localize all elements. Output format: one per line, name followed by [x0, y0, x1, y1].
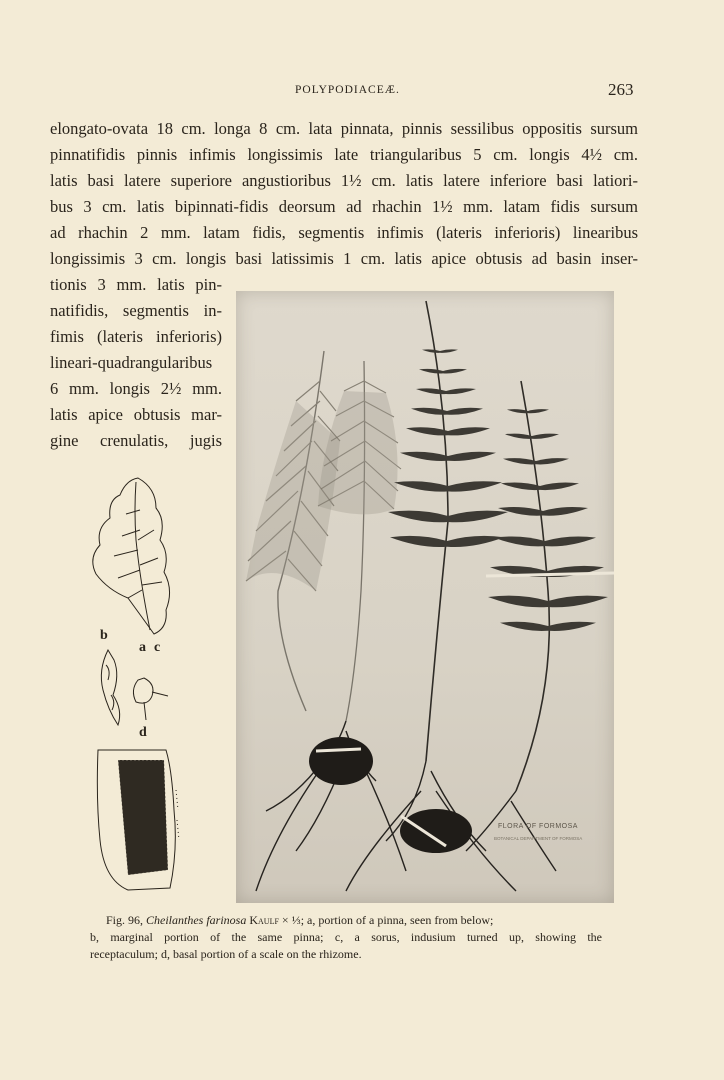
page-number: 263 [608, 80, 634, 99]
body-text [50, 116, 638, 272]
fern-frond-2 [318, 361, 401, 721]
text-line: longissimis 3 cm. longis basi latissimis 1 cm. latis apice obtusis ad basin inser- [50, 249, 638, 268]
caption-line: receptaculum; d, basal portion of a scale on the rhizome. [90, 947, 362, 961]
specimen-photo-plate [236, 291, 614, 903]
caption-line: b, marginal portion of the same pinna; c, a sorus, indusium turned up, showing the [90, 930, 602, 944]
species-author: Kaulf [249, 913, 279, 927]
text-line: ad rhachin 2 mm. latam fidis, segmentis infimis (lateris inferioris) linearibus [50, 223, 638, 242]
sorus-drawing [101, 650, 168, 725]
detail-label-d: d [139, 725, 147, 740]
plate-sublabel: BOTANICAL DEPARTMENT OF FORMOSA [494, 836, 583, 841]
fern-frond-4 [486, 381, 614, 791]
text-line: lineari-quadrangularibus [50, 353, 213, 372]
fern-frond-3 [388, 301, 508, 761]
text-line: natifidis, segmentis in- [50, 301, 222, 320]
detail-label-b: b [100, 628, 108, 643]
detail-line-drawings [78, 470, 188, 900]
detail-drawings [78, 470, 188, 900]
running-head: POLYPODIACEÆ. [295, 84, 400, 96]
figure-caption [90, 912, 602, 963]
fern-specimens-illustration [236, 291, 614, 903]
species-name: Cheilanthes farinosa [146, 913, 247, 927]
text-line: pinnatifidis pinnis infimis longissimis late triangularibus 5 cm. longis 4½ cm. [50, 145, 638, 164]
detail-label-a: a [139, 640, 146, 655]
caption-line1-rest: ; a, portion of a pinna, seen from below; [300, 913, 494, 927]
figure-number: Fig. 96, [106, 913, 144, 927]
text-line: latis basi latere superiore angustioribus 1½ cm. latis latere inferiore basi latiori- [50, 171, 638, 190]
fern-frond-1 [246, 351, 340, 711]
plate-label: FLORA OF FORMOSA [498, 823, 578, 830]
text-line: bus 3 cm. latis bipinnati-fidis deorsum ad rhachin 1½ mm. latam fidis sursum [50, 197, 638, 216]
text-line: gine crenulatis, jugis [50, 431, 222, 450]
text-line: elongato-ovata 18 cm. longa 8 cm. lata pinnata, pinnis sessilibus oppositis sursum [50, 119, 638, 138]
narrow-text-column [50, 272, 222, 454]
rhizome-roots [256, 721, 556, 891]
text-line: fimis (lateris inferioris) [50, 327, 222, 346]
text-line: tionis 3 mm. latis pin- [50, 275, 222, 294]
caption-line [90, 912, 602, 929]
scale-drawing [97, 750, 179, 890]
scale-factor: × ⅓ [281, 913, 301, 927]
text-line: latis apice obtusis mar- [50, 405, 222, 424]
text-line: 6 mm. longis 2½ mm. [50, 379, 222, 398]
detail-label-c: c [154, 640, 161, 655]
pinna-drawing [93, 478, 170, 634]
